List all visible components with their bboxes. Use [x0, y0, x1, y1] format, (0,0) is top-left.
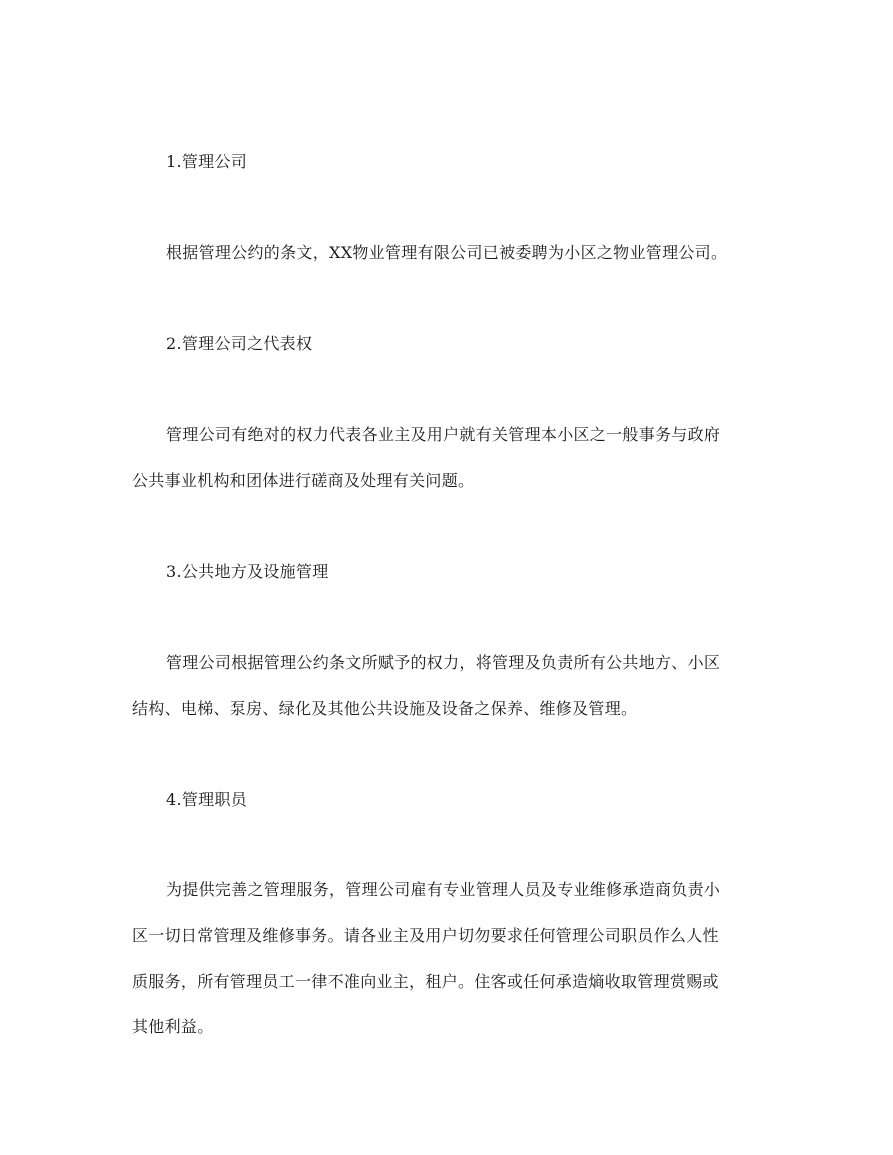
section-4-paragraph-line-2: 区一切日常管理及维修事务。请各业主及用户切勿要求任何管理公司职员作么人性: [132, 926, 719, 945]
section-3-paragraph-line-1: 管理公司根据管理公约条文所赋予的权力，将管理及负责所有公共地方、小区: [166, 653, 721, 672]
section-2-paragraph-line-2: 公共事业机构和团体进行磋商及处理有关问题。: [132, 471, 475, 490]
section-1-paragraph-line-1: 根据管理公约的条文，XX物业管理有限公司已被委聘为小区之物业管理公司。: [166, 243, 728, 262]
section-4-paragraph-line-3: 质服务，所有管理员工一律不准向业主，租户。住客或任何承造熵收取管理赏赐或: [132, 972, 719, 991]
section-4-paragraph-line-1: 为提供完善之管理服务，管理公司雇有专业管理人员及专业维修承造商负责小: [166, 880, 721, 899]
section-heading-1: 1.管理公司: [166, 152, 248, 171]
section-3-paragraph-line-2: 结构、电梯、泵房、绿化及其他公共设施及设备之保养、维修及管理。: [132, 699, 638, 718]
section-4-paragraph-line-4: 其他利益。: [132, 1017, 214, 1036]
section-heading-2: 2.管理公司之代表权: [166, 334, 313, 353]
section-2-paragraph-line-1: 管理公司有绝对的权力代表各业主及用户就有关管理本小区之一般事务与政府: [166, 425, 721, 444]
section-heading-3: 3.公共地方及设施管理: [166, 562, 329, 581]
section-heading-4: 4.管理职员: [166, 790, 248, 809]
